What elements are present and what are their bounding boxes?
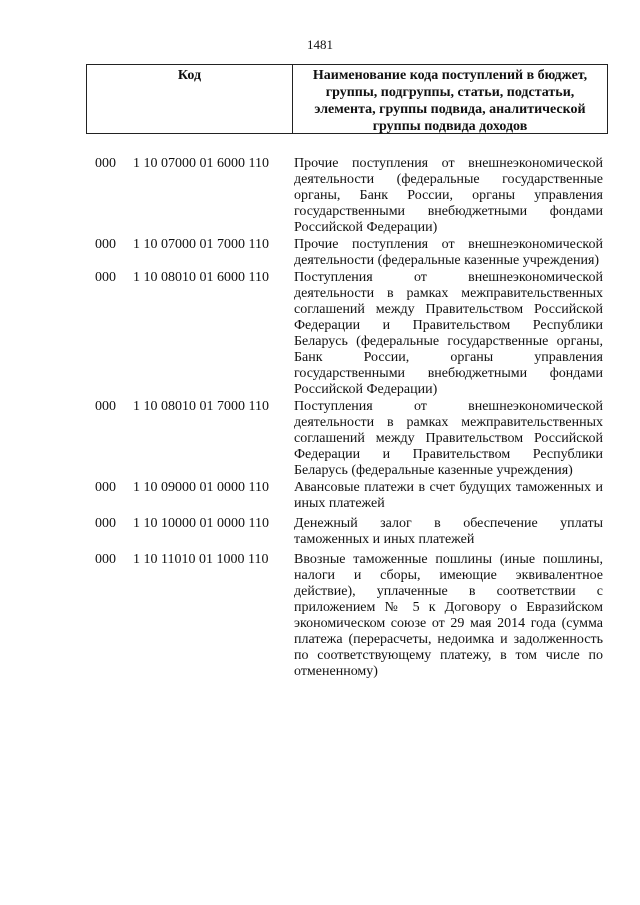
table-row	[0, 270, 640, 398]
table-row	[0, 399, 640, 479]
header-name-label: Наименование кода поступлений в бюджет, группы, подгруппы, статьи, подстатьи, элемента, группы подвида, аналитической группы подвида доходов	[312, 68, 588, 134]
admin-code: 000	[95, 237, 116, 252]
admin-code: 000	[95, 516, 116, 531]
page-number: 1481	[307, 37, 333, 52]
admin-code: 000	[95, 552, 116, 567]
revenue-description: Денежный залог в обеспечение уплаты таможенных и иных платежей	[294, 516, 603, 547]
revenue-code: 1 10 08010 01 7000 110	[133, 399, 269, 414]
admin-code: 000	[95, 480, 116, 495]
revenue-description: Поступления от внешнеэкономической деятельности в рамках межправительственных соглашений между Правительством Российской Федерации и Правительством Республики Беларусь (федеральные государственные органы, Банк России, органы управления государственными внебюджетными фондами Российской Федерации)	[294, 270, 603, 397]
revenue-code: 1 10 07000 01 6000 110	[133, 156, 269, 171]
revenue-description: Авансовые платежи в счет будущих таможенных и иных платежей	[294, 480, 603, 511]
revenue-code: 1 10 09000 01 0000 110	[133, 480, 269, 495]
table-row	[0, 516, 640, 548]
revenue-description: Прочие поступления от внешнеэкономической деятельности (федеральные государственные органы, Банк России, органы управления государственными внебюджетными фондами Российской Федерации)	[294, 156, 603, 235]
revenue-description: Прочие поступления от внешнеэкономической деятельности (федеральные казенные учреждения)	[294, 237, 603, 268]
revenue-code: 1 10 10000 01 0000 110	[133, 516, 269, 531]
revenue-code: 1 10 11010 01 1000 110	[133, 552, 269, 567]
table-row	[0, 237, 640, 269]
admin-code: 000	[95, 399, 116, 414]
revenue-code: 1 10 07000 01 7000 110	[133, 237, 269, 252]
admin-code: 000	[95, 270, 116, 285]
table-body	[0, 156, 640, 680]
table-row	[0, 480, 640, 512]
header-code-label: Код	[87, 65, 293, 133]
table-row	[0, 552, 640, 680]
revenue-description: Ввозные таможенные пошлины (иные пошлины, налоги и сборы, имеющие эквивалентное действие), уплаченные в соответствии с приложением № 5 к Договору о Евразийском экономическом союзе от 29 мая 2014 года (сумма платежа (перерасчеты, недоимка и задолженность по соответствующему платежу, в том числе по отмененному)	[294, 552, 603, 679]
table-header	[86, 64, 608, 134]
admin-code: 000	[95, 156, 116, 171]
revenue-code: 1 10 08010 01 6000 110	[133, 270, 269, 285]
table-row	[0, 156, 640, 236]
revenue-description: Поступления от внешнеэкономической деятельности в рамках межправительственных соглашений между Правительством Российской Федерации и Правительством Республики Беларусь (федеральные казенные учреждения)	[294, 399, 603, 478]
